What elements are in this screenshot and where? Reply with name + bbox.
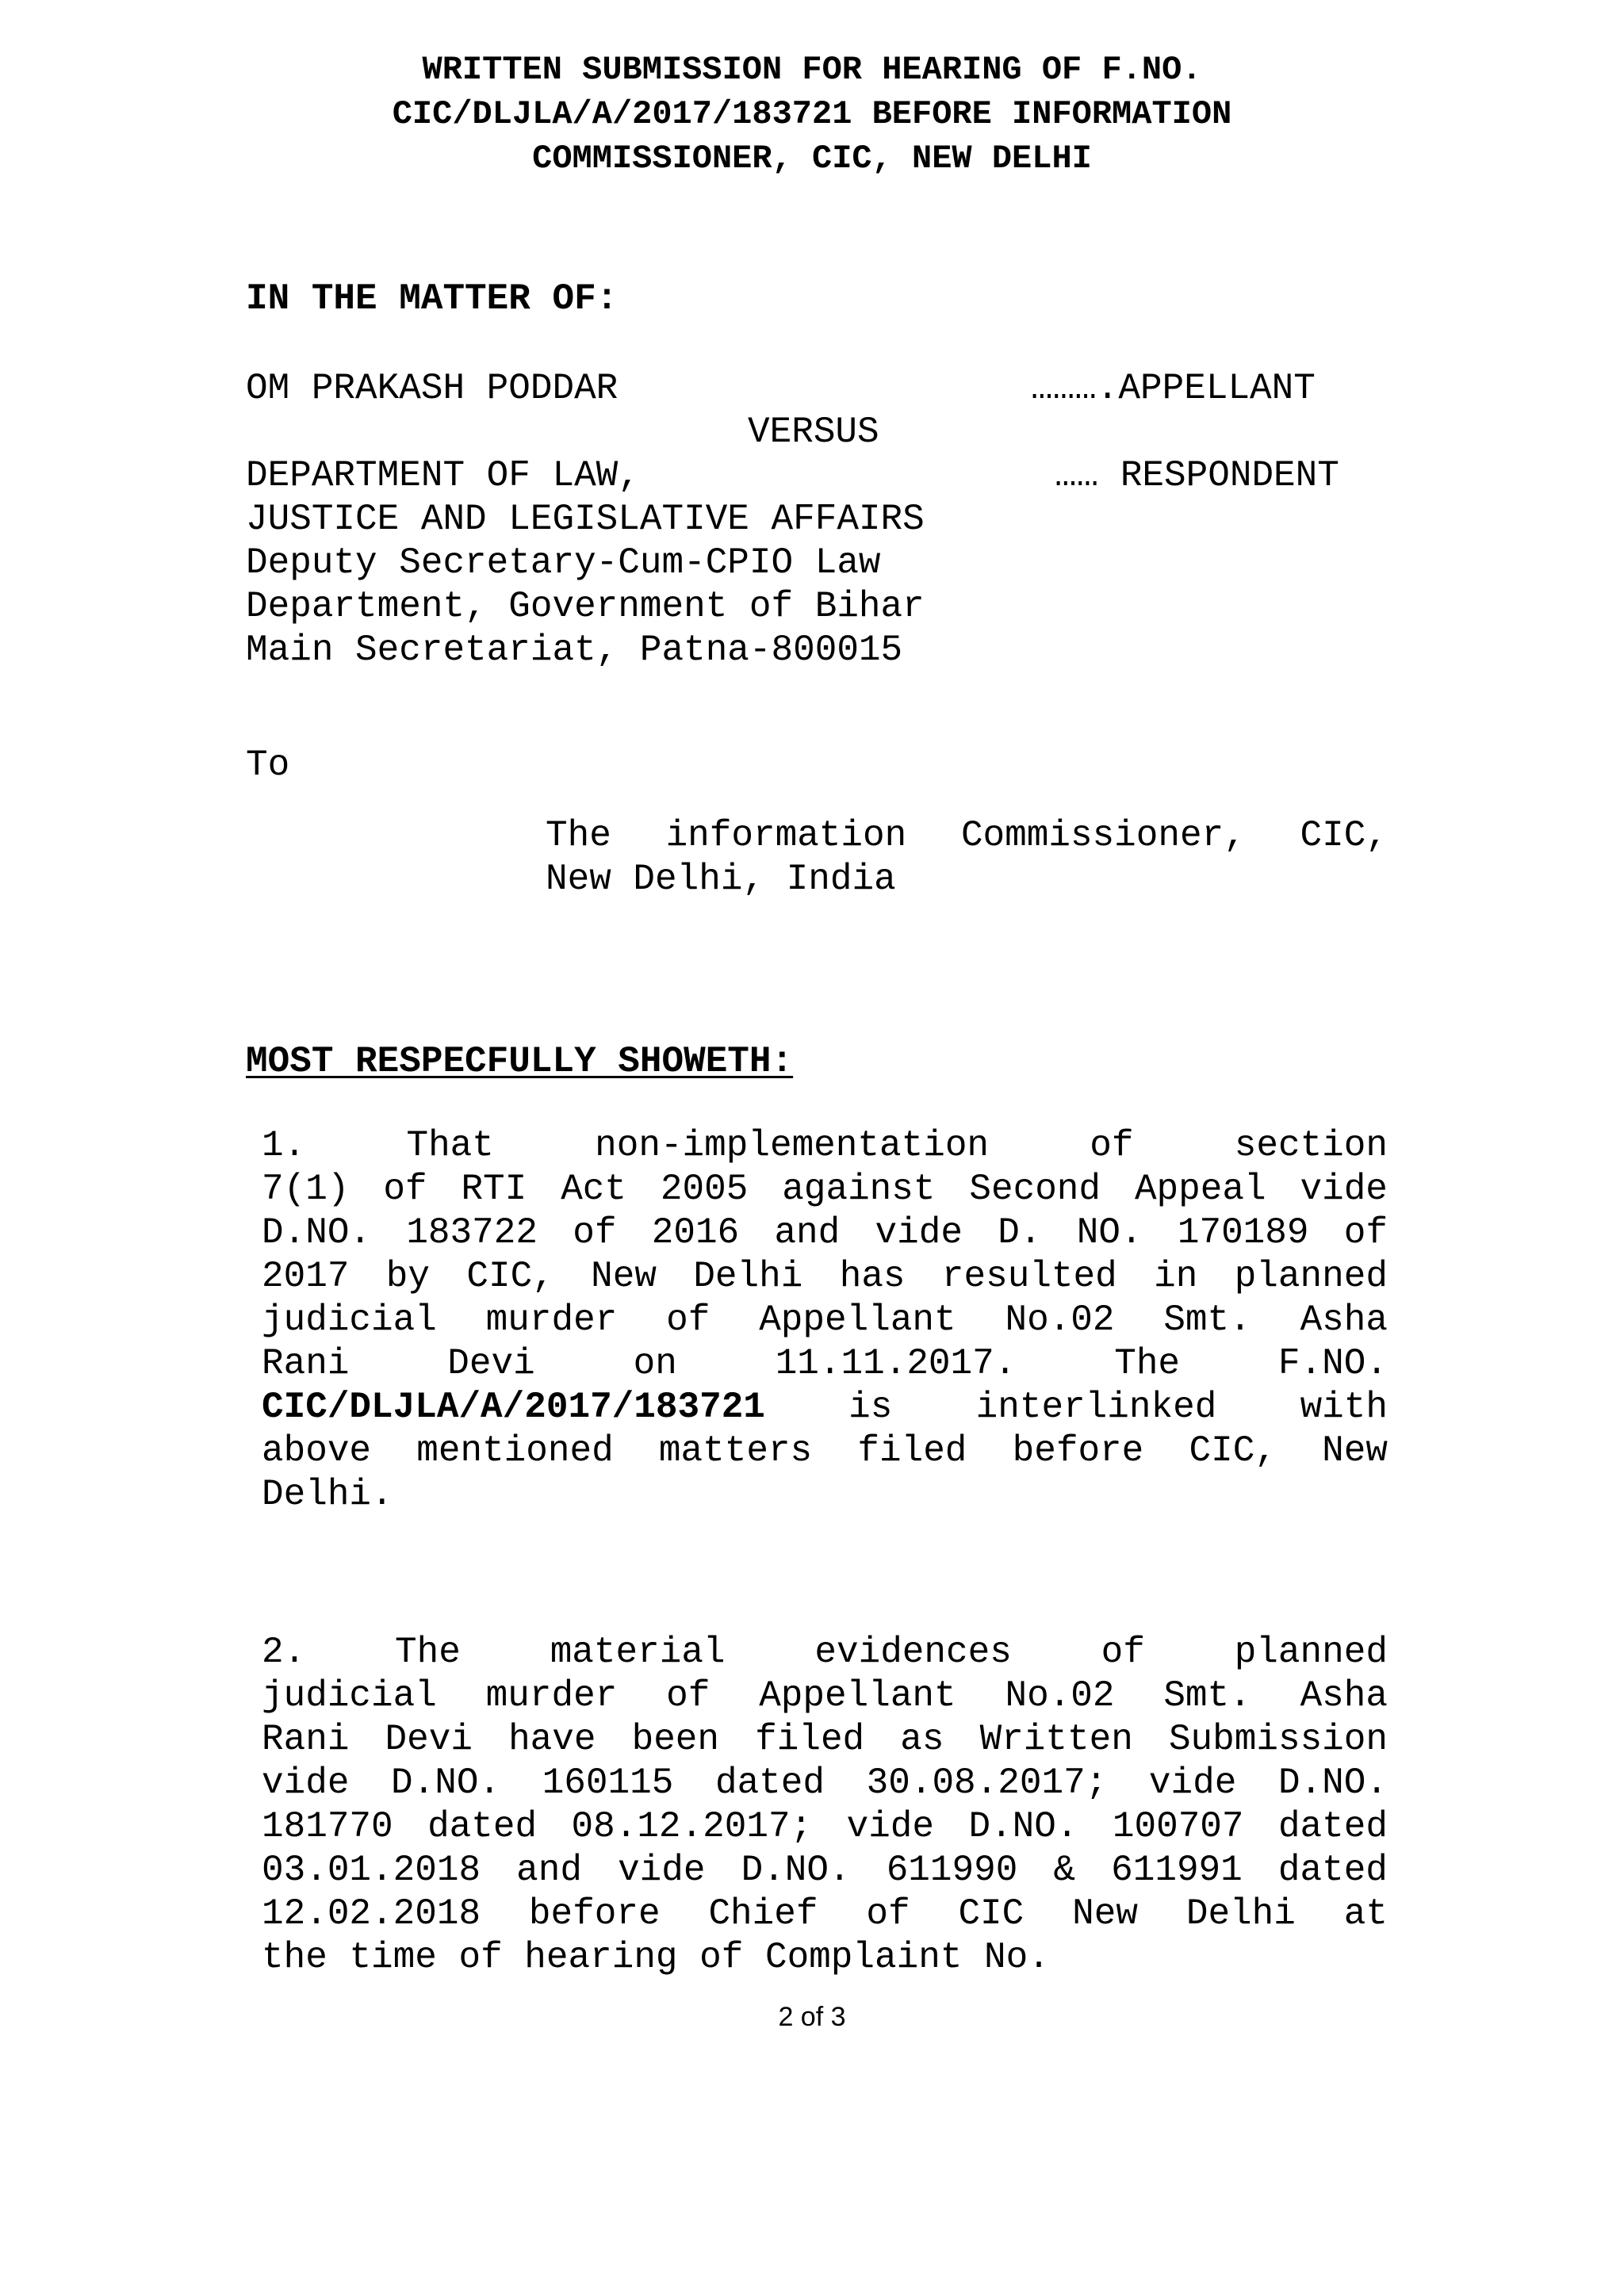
word: 2016 bbox=[651, 1212, 740, 1253]
word: and bbox=[516, 1850, 582, 1891]
word: dated bbox=[427, 1806, 538, 1847]
word: of bbox=[458, 1937, 503, 1978]
word: 611991 bbox=[1111, 1850, 1243, 1891]
word: filed bbox=[857, 1430, 967, 1471]
word: Written bbox=[979, 1719, 1133, 1760]
word: dated bbox=[714, 1762, 825, 1804]
word: and bbox=[774, 1212, 841, 1253]
word: Second bbox=[969, 1169, 1101, 1210]
word: D.NO. bbox=[968, 1806, 1078, 1847]
word: with bbox=[1300, 1387, 1388, 1428]
word: Appeal bbox=[1134, 1169, 1266, 1210]
word: at bbox=[1343, 1893, 1388, 1934]
paragraph-line bbox=[262, 1124, 1388, 1168]
word: D. bbox=[998, 1212, 1042, 1253]
word: The bbox=[395, 1632, 461, 1673]
word: been bbox=[631, 1719, 720, 1760]
paragraph-line bbox=[262, 1299, 1388, 1342]
word: No. bbox=[984, 1937, 1050, 1978]
word: by bbox=[385, 1256, 430, 1297]
word: CIC, bbox=[466, 1256, 554, 1297]
paragraph-1 bbox=[262, 1124, 1388, 1517]
word: time bbox=[349, 1937, 437, 1978]
word: vide bbox=[262, 1762, 350, 1804]
showeth-heading: MOST RESPECFULLY SHOWETH: bbox=[246, 1041, 794, 1082]
word: That bbox=[406, 1125, 494, 1166]
respondent-line-5: Main Secretariat, Patna-800015 bbox=[246, 629, 903, 671]
word: on bbox=[633, 1343, 677, 1384]
paragraph-line bbox=[262, 1429, 1388, 1473]
word: 7(1) bbox=[262, 1169, 350, 1210]
respondent-line-2: JUSTICE AND LEGISLATIVE AFFAIRS bbox=[246, 499, 925, 540]
word: before bbox=[1012, 1430, 1144, 1471]
word: 1. bbox=[262, 1125, 306, 1166]
document-title bbox=[0, 48, 1624, 181]
paragraph-line bbox=[262, 1255, 1388, 1299]
word: dated bbox=[1277, 1806, 1388, 1847]
word: Commissioner, bbox=[960, 815, 1246, 856]
word: Delhi bbox=[1185, 1893, 1296, 1934]
word: of bbox=[866, 1893, 910, 1934]
paragraph-line bbox=[262, 1892, 1388, 1936]
respondent-role: …… RESPONDENT bbox=[1055, 455, 1339, 496]
word: of bbox=[699, 1937, 744, 1978]
title-line-2: CIC/DLJLA/A/2017/183721 BEFORE INFORMATION bbox=[392, 95, 1232, 133]
word: of bbox=[666, 1675, 710, 1716]
word: of bbox=[1343, 1212, 1388, 1253]
word: D.NO. bbox=[262, 1212, 372, 1253]
word: CIC, bbox=[1189, 1430, 1277, 1471]
appellant-role: ……….APPELLANT bbox=[1031, 368, 1316, 409]
word: hearing bbox=[524, 1937, 678, 1978]
word: New bbox=[1072, 1893, 1138, 1934]
word: CIC bbox=[958, 1893, 1025, 1934]
word: resulted bbox=[941, 1256, 1117, 1297]
word: of bbox=[573, 1212, 617, 1253]
word: filed bbox=[755, 1719, 865, 1760]
word: Delhi bbox=[693, 1256, 803, 1297]
word: 181770 bbox=[262, 1806, 393, 1847]
word: matters bbox=[658, 1430, 813, 1471]
word: of bbox=[1101, 1632, 1145, 1673]
addressee-line-2 bbox=[546, 858, 1388, 901]
word: material bbox=[550, 1632, 726, 1673]
word: 2017 bbox=[262, 1256, 350, 1297]
word: judicial bbox=[262, 1675, 437, 1716]
word: 100707 bbox=[1112, 1806, 1244, 1847]
word: vide bbox=[846, 1806, 935, 1847]
word: Appellant bbox=[759, 1675, 956, 1716]
word: has bbox=[839, 1256, 906, 1297]
word: murder bbox=[485, 1299, 618, 1341]
word: vide bbox=[1300, 1169, 1388, 1210]
word: Chief bbox=[708, 1893, 818, 1934]
word: 03.01.2018 bbox=[262, 1850, 481, 1891]
paragraph-line bbox=[262, 1342, 1388, 1386]
word: Act bbox=[561, 1169, 627, 1210]
word: is bbox=[848, 1387, 893, 1428]
word: New Delhi, India bbox=[546, 859, 896, 900]
word: in bbox=[1154, 1256, 1198, 1297]
word: CIC/DLJLA/A/2017/183721 bbox=[262, 1387, 765, 1428]
word: The bbox=[1114, 1343, 1181, 1384]
word: NO. bbox=[1076, 1212, 1143, 1253]
word: D.NO. bbox=[1277, 1762, 1388, 1804]
word: Rani bbox=[262, 1719, 350, 1760]
word: D.NO. bbox=[741, 1850, 851, 1891]
paragraph-line bbox=[262, 1631, 1388, 1674]
word: of bbox=[666, 1299, 710, 1341]
word: Rani bbox=[262, 1343, 350, 1384]
word: 611990 bbox=[886, 1850, 1018, 1891]
word: Asha bbox=[1300, 1675, 1388, 1716]
word: Delhi. bbox=[262, 1474, 393, 1515]
word: The bbox=[546, 815, 611, 856]
paragraph-line bbox=[262, 1211, 1388, 1255]
word: 170189 bbox=[1177, 1212, 1309, 1253]
word: No.02 bbox=[1005, 1675, 1115, 1716]
word: Smt. bbox=[1163, 1675, 1251, 1716]
title-line-1: WRITTEN SUBMISSION FOR HEARING OF F.NO. bbox=[422, 51, 1202, 89]
word: No.02 bbox=[1005, 1299, 1115, 1341]
word: information bbox=[665, 815, 907, 856]
paragraph-line bbox=[262, 1718, 1388, 1762]
word: vide bbox=[618, 1850, 706, 1891]
paragraph-line bbox=[262, 1849, 1388, 1892]
word: 2005 bbox=[660, 1169, 749, 1210]
word: Submission bbox=[1168, 1719, 1388, 1760]
word: 12.02.2018 bbox=[262, 1893, 481, 1934]
word: against bbox=[782, 1169, 936, 1210]
word: before bbox=[528, 1893, 661, 1934]
word: RTI bbox=[461, 1169, 527, 1210]
word: 160115 bbox=[542, 1762, 674, 1804]
paragraph-line bbox=[262, 1674, 1388, 1718]
word: 08.12.2017; bbox=[571, 1806, 813, 1847]
word: vide bbox=[1148, 1762, 1237, 1804]
paragraph-line bbox=[262, 1386, 1388, 1429]
word: mentioned bbox=[416, 1430, 614, 1471]
word: the bbox=[262, 1937, 327, 1978]
paragraph-line bbox=[262, 1762, 1388, 1805]
word: CIC, bbox=[1300, 815, 1388, 856]
respondent-line-4: Department, Government of Bihar bbox=[246, 586, 925, 627]
word: interlinked bbox=[975, 1387, 1217, 1428]
paragraph-2 bbox=[262, 1631, 1388, 1980]
word: non-implementation bbox=[595, 1125, 990, 1166]
word: Devi bbox=[385, 1719, 473, 1760]
paragraph-line bbox=[262, 1168, 1388, 1211]
addressee-block bbox=[546, 814, 1388, 901]
word: have bbox=[508, 1719, 596, 1760]
appellant-name: OM PRAKASH PODDAR bbox=[246, 368, 619, 409]
word: 183722 bbox=[406, 1212, 538, 1253]
to-label: To bbox=[246, 744, 290, 786]
word: of bbox=[1090, 1125, 1134, 1166]
paragraph-line bbox=[262, 1805, 1388, 1849]
versus-label: VERSUS bbox=[748, 411, 879, 453]
word: D.NO. bbox=[391, 1762, 501, 1804]
word: murder bbox=[485, 1675, 618, 1716]
word: planned bbox=[1234, 1256, 1388, 1297]
word: of bbox=[383, 1169, 427, 1210]
word: as bbox=[900, 1719, 944, 1760]
word: Devi bbox=[447, 1343, 535, 1384]
word: above bbox=[262, 1430, 372, 1471]
word: Appellant bbox=[759, 1299, 956, 1341]
word: & bbox=[1053, 1850, 1076, 1891]
word: 11.11.2017. bbox=[775, 1343, 1017, 1384]
matter-heading: IN THE MATTER OF: bbox=[246, 278, 619, 320]
page-number: 2 of 3 bbox=[778, 2002, 846, 2032]
word: New bbox=[591, 1256, 657, 1297]
word: 2. bbox=[262, 1632, 306, 1673]
title-line-3: COMMISSIONER, CIC, NEW DELHI bbox=[532, 140, 1092, 178]
word: Asha bbox=[1300, 1299, 1388, 1341]
addressee-line-1 bbox=[546, 814, 1388, 858]
word: Smt. bbox=[1163, 1299, 1251, 1341]
word: Complaint bbox=[764, 1937, 963, 1978]
word: F.NO. bbox=[1277, 1343, 1388, 1384]
word: planned bbox=[1234, 1632, 1388, 1673]
word: evidences bbox=[814, 1632, 1012, 1673]
word: 30.08.2017; bbox=[866, 1762, 1108, 1804]
paragraph-line bbox=[262, 1473, 1388, 1517]
paragraph-line bbox=[262, 1936, 1388, 1980]
word: vide bbox=[875, 1212, 963, 1253]
word: section bbox=[1234, 1125, 1388, 1166]
respondent-line-1: DEPARTMENT OF LAW, bbox=[246, 455, 640, 496]
word: dated bbox=[1277, 1850, 1388, 1891]
word: New bbox=[1322, 1430, 1388, 1471]
respondent-line-3: Deputy Secretary-Cum-CPIO Law bbox=[246, 542, 881, 584]
word: judicial bbox=[262, 1299, 437, 1341]
